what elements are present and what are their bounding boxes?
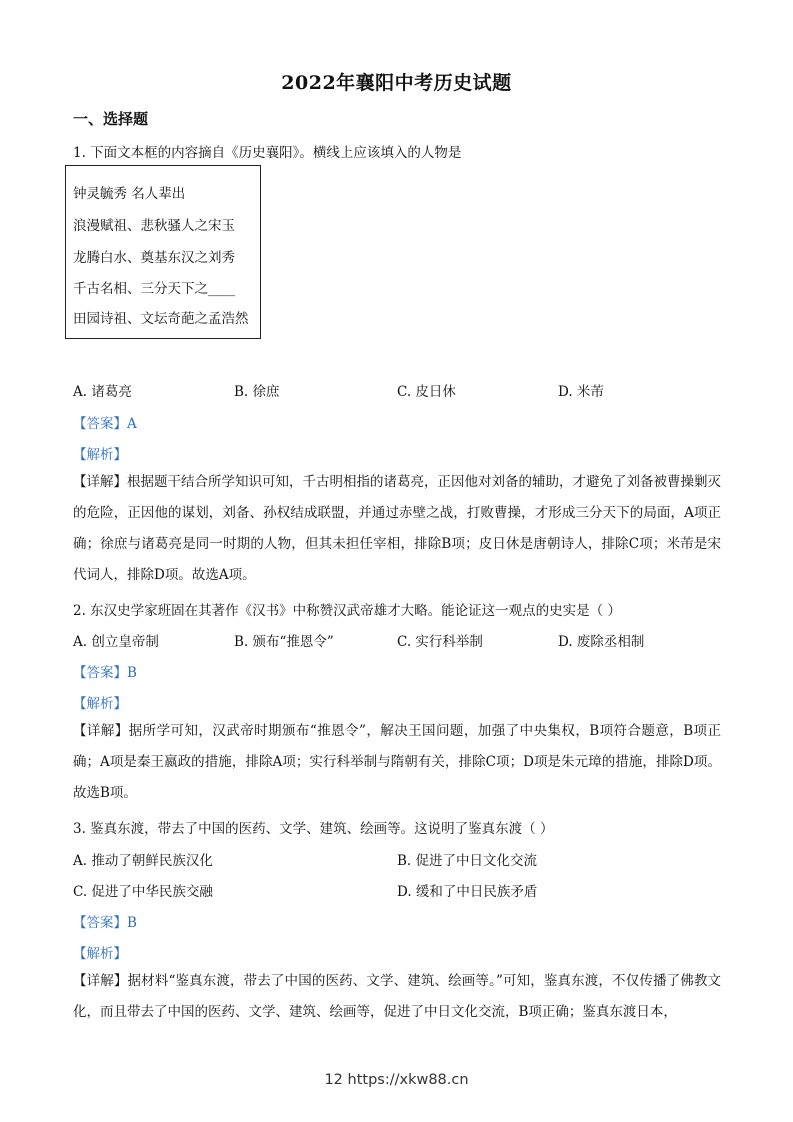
question-2-detail: [73, 716, 721, 809]
text-box-line-4: 千古名相、三分天下之____: [73, 281, 235, 297]
question-2-option-d: D. 废除丞相制: [558, 634, 645, 650]
question-3-detail: [73, 966, 721, 1028]
question-1-option-b: B. 徐庶: [234, 384, 280, 400]
question-1-option-d: D. 米芾: [558, 384, 604, 400]
question-3-option-c: C. 促进了中华民族交融: [73, 884, 213, 900]
question-2-answer: 【答案】B: [73, 665, 137, 681]
detail-text: 据材料“鉴真东渡，带去了中国的医药、文学、建筑、绘画等。”可知，鉴真东渡，不仅传播了佛教文化，而且带去了中国的医药、文学、建筑、绘画等，促进了中日文化交流，B项正确；鉴真东渡日本，: [73, 973, 721, 1020]
question-3-answer: 【答案】B: [73, 915, 137, 931]
section-heading: 一、选择题: [73, 110, 149, 128]
question-3-analysis-label: 【解析】: [73, 946, 127, 962]
question-2-stem: 2. 东汉史学家班固在其著作《汉书》中称赞汉武帝雄才大略。能论证这一观点的史实是（ ）: [73, 603, 621, 619]
text-box-line-5: 田园诗祖、文坛奇葩之孟浩然: [73, 311, 249, 327]
question-1-option-a: A. 诸葛亮: [73, 384, 132, 400]
detail-text: 据所学可知，汉武帝时期颁布“推恩令”，解决王国问题，加强了中央集权，B项符合题意，B项正确；A项是秦王嬴政的措施，排除A项；实行科举制与隋朝有关，排除C项；D项是朱元璋的措施，排除D项。故选B项。: [73, 723, 721, 801]
detail-text: 根据题干结合所学知识可知，千古明相指的诸葛亮，正因他对刘备的辅助，才避免了刘备被曹操剿灭的危险，正因他的谋划，刘备、孙权结成联盟，并通过赤壁之战，打败曹操，才形成三分天下的局面，A项正确；徐庶与诸葛亮是同一时期的人物，但其未担任宰相，排除B项；皮日休是唐朝诗人，排除C项；米芾是宋代词人，排除D项。故选A项。: [73, 474, 721, 583]
question-3-option-b: B. 促进了中日文化交流: [397, 853, 538, 869]
question-1-option-c: C. 皮日休: [397, 384, 456, 400]
question-2-option-c: C. 实行科举制: [397, 634, 483, 650]
question-2-analysis-label: 【解析】: [73, 696, 127, 712]
question-1-answer: 【答案】A: [73, 416, 137, 432]
detail-label: 【详解】: [73, 474, 127, 490]
text-box-line-1: 钟灵毓秀 名人辈出: [73, 186, 186, 202]
text-box-line-3: 龙腾白水、奠基东汉之刘秀: [73, 250, 235, 266]
question-3-stem: 3. 鉴真东渡，带去了中国的医药、文学、建筑、绘画等。这说明了鉴真东渡（ ）: [73, 821, 554, 837]
detail-label: 【详解】: [73, 973, 128, 989]
page-title: 2022年襄阳中考历史试题: [281, 72, 512, 94]
question-1-analysis-label: 【解析】: [73, 447, 127, 463]
detail-label: 【详解】: [73, 723, 129, 739]
question-3-option-a: A. 推动了朝鲜民族汉化: [73, 853, 213, 869]
page-footer: 12 https://xkw88.cn: [324, 1072, 469, 1088]
question-3-option-d: D. 缓和了中日民族矛盾: [397, 884, 538, 900]
question-1-detail: [73, 467, 721, 591]
question-2-option-b: B. 颁布“推恩令”: [234, 634, 334, 650]
text-box-line-2: 浪漫赋祖、悲秋骚人之宋玉: [73, 218, 235, 234]
question-2-option-a: A. 创立皇帝制: [73, 634, 159, 650]
question-1-text-box: [65, 165, 261, 339]
question-1-stem: 1. 下面文本框的内容摘自《历史襄阳》。横线上应该填入的人物是: [73, 145, 462, 161]
